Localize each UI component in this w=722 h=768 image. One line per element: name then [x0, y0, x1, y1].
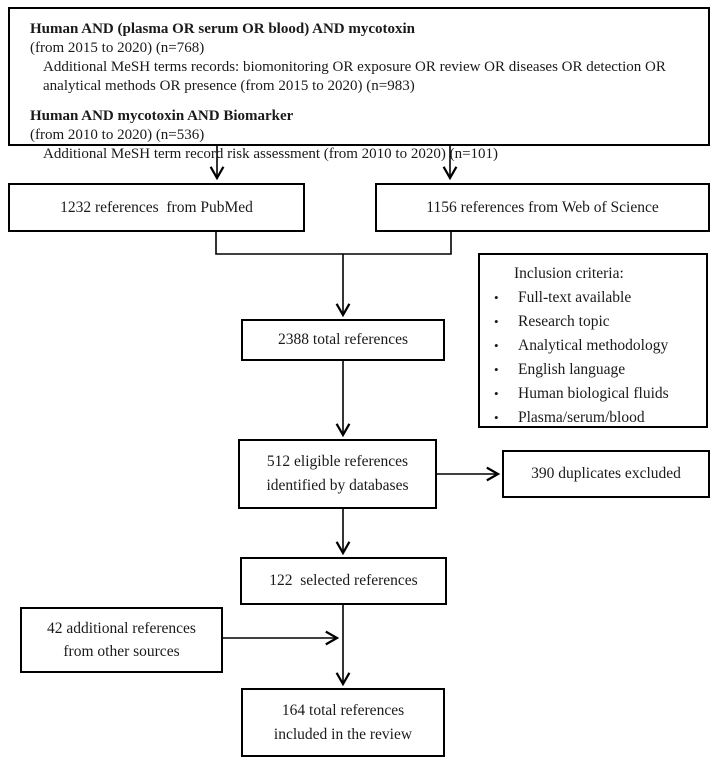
pubmed-references-box [8, 183, 305, 232]
query1-line [30, 20, 415, 58]
final-included-line1: 164 total references [281, 701, 405, 719]
criteria-item [480, 334, 702, 358]
criteria-item [480, 310, 702, 334]
query1-normal-text: (from 2015 to 2020) (n=768) [30, 40, 205, 56]
criteria-item [480, 382, 702, 406]
bullet-icon [480, 286, 518, 310]
query1-bold-text: Human AND (plasma OR serum OR blood) AND mycotoxin [30, 21, 416, 37]
query2-bold-text: Human AND mycotoxin AND Biomarker [30, 108, 294, 124]
bullet-icon [480, 310, 518, 334]
web-of-science-references-label: 1156 references from Web of Science [426, 198, 659, 216]
pubmed-references-label: 1232 references from PubMed [60, 198, 253, 216]
bullet-icon [480, 382, 518, 406]
search-queries-box [8, 7, 710, 162]
query1-additional-line: Additional MeSH terms records: biomonitoring OR exposure OR review OR diseases OR detection OR analytical methods OR presence (from 2015 to 2020) (n=983) [43, 59, 666, 94]
final-included-references-box [241, 688, 445, 757]
additional-references-line1: 42 additional references [47, 620, 196, 637]
web-of-science-references-box [375, 183, 710, 232]
criteria-item-label: Full-text available [518, 289, 632, 306]
eligible-references-box [238, 439, 437, 509]
connector-merge-databases [216, 232, 451, 254]
final-included-line2: included in the review [273, 725, 413, 743]
criteria-item [480, 286, 702, 310]
criteria-item-label: Analytical methodology [518, 337, 669, 354]
duplicates-excluded-label: 390 duplicates excluded [531, 465, 681, 482]
criteria-item-label: Plasma/serum/blood [518, 409, 645, 426]
criteria-item-label: Human biological fluids [518, 385, 669, 402]
criteria-item [480, 358, 702, 382]
criteria-item-label: Research topic [518, 313, 610, 330]
criteria-item-label: English language [518, 361, 626, 378]
query2-additional-line: Additional MeSH term record risk assessment (from 2010 to 2020) (n=101) [43, 146, 499, 162]
total-references-label: 2388 total references [278, 331, 408, 348]
additional-references-box [20, 607, 223, 673]
total-references-box [241, 319, 445, 361]
selected-references-box [240, 557, 447, 605]
additional-references-line2: from other sources [63, 643, 180, 660]
eligible-references-line1: 512 eligible references [266, 453, 409, 470]
query2-normal-text: (from 2010 to 2020) (n=536) [30, 127, 205, 143]
bullet-icon [480, 358, 518, 382]
query2-line [30, 107, 293, 145]
inclusion-criteria-title: Inclusion criteria: [514, 265, 624, 282]
bullet-icon [480, 334, 518, 358]
duplicates-excluded-box [502, 450, 710, 498]
bullet-icon [480, 406, 518, 430]
eligible-references-line2: identified by databases [266, 477, 409, 494]
selected-references-label: 122 selected references [269, 572, 418, 589]
inclusion-criteria-box [478, 253, 708, 428]
criteria-item [480, 406, 702, 430]
